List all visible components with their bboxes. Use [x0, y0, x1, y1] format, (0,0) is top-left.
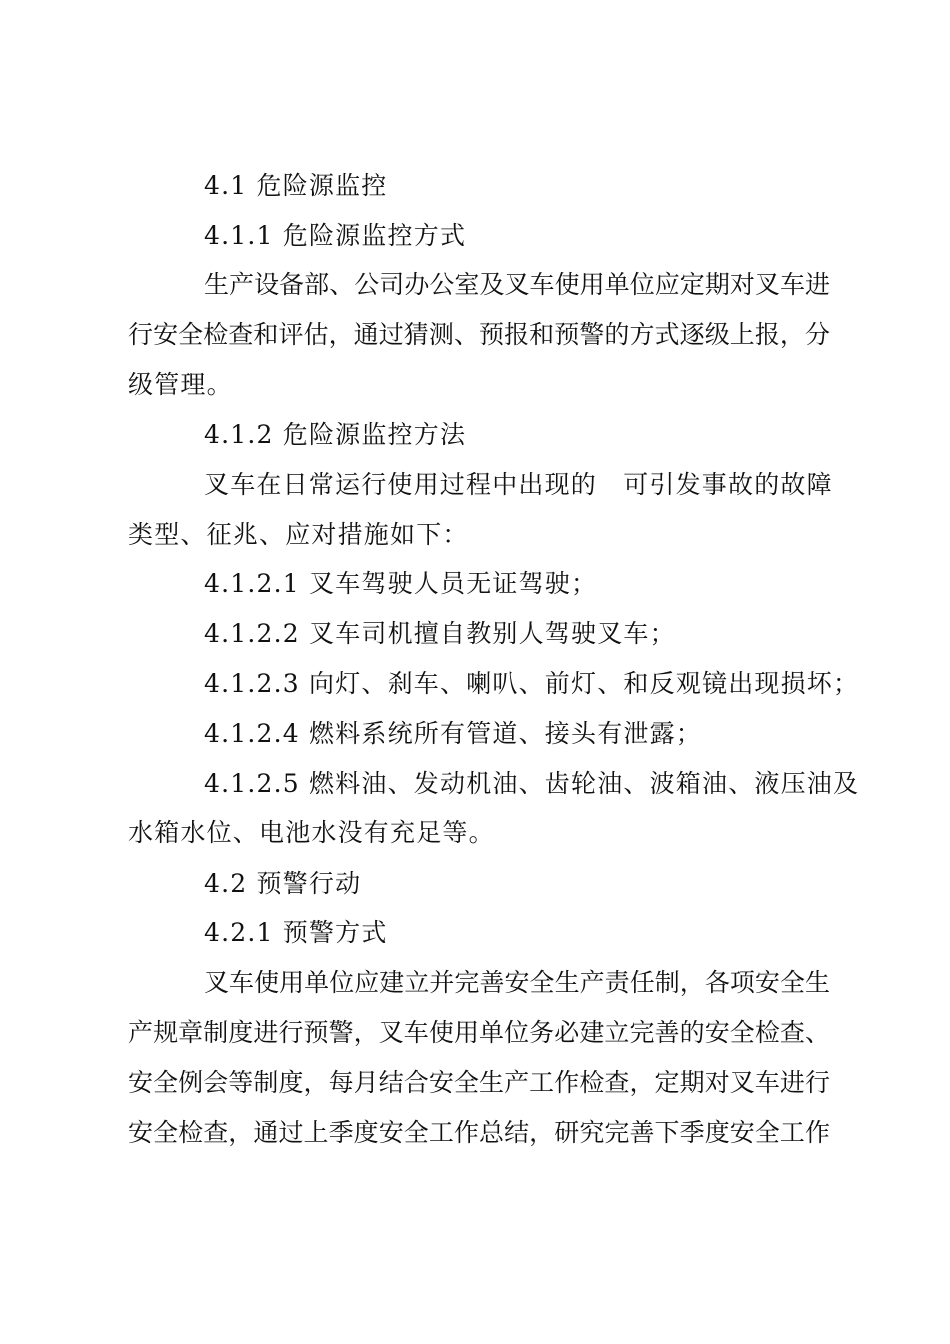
subsection-heading-4-2-1: 4.2.1 预警方式	[204, 918, 388, 947]
section-heading-4-1: 4.1 危险源监控	[204, 171, 388, 200]
paragraph-line: 类型、征兆、应对措施如下：	[128, 520, 469, 549]
list-item: 4.1.2.3 向灯、刹车、喇叭、前灯、和反观镜出现损坏；	[204, 669, 860, 698]
paragraph-line: 叉车在日常运行使用过程中出现的 可引发事故的故障	[204, 470, 833, 499]
paragraph-line: 安全检查，通过上季度安全工作总结，研究完善下季度安全工作	[128, 1118, 830, 1147]
list-item-continuation: 水箱水位、电池水没有充足等。	[128, 818, 495, 847]
list-item: 4.1.2.4 燃料系统所有管道、接头有泄露；	[204, 719, 703, 748]
list-item: 4.1.2.5 燃料油、发动机油、齿轮油、波箱油、液压油及	[204, 769, 860, 798]
paragraph-line: 安全例会等制度，每月结合安全生产工作检查，定期对叉车进行	[128, 1068, 830, 1097]
paragraph-line: 生产设备部、公司办公室及叉车使用单位应定期对叉车进	[204, 270, 830, 299]
list-item: 4.1.2.2 叉车司机擅自教别人驾驶叉车；	[204, 619, 676, 648]
section-heading-4-2: 4.2 预警行动	[204, 869, 362, 898]
list-item: 4.1.2.1 叉车驾驶人员无证驾驶；	[204, 569, 598, 598]
paragraph-line: 行安全检查和评估，通过猜测、预报和预警的方式逐级上报，分	[128, 320, 830, 349]
subsection-heading-4-1-1: 4.1.1 危险源监控方式	[204, 221, 467, 250]
paragraph-line: 产规章制度进行预警，叉车使用单位务必建立完善的安全检查、	[128, 1018, 830, 1047]
subsection-heading-4-1-2: 4.1.2 危险源监控方法	[204, 420, 467, 449]
paragraph-line: 叉车使用单位应建立并完善安全生产责任制，各项安全生	[204, 968, 830, 997]
paragraph-line: 级管理。	[128, 370, 233, 399]
